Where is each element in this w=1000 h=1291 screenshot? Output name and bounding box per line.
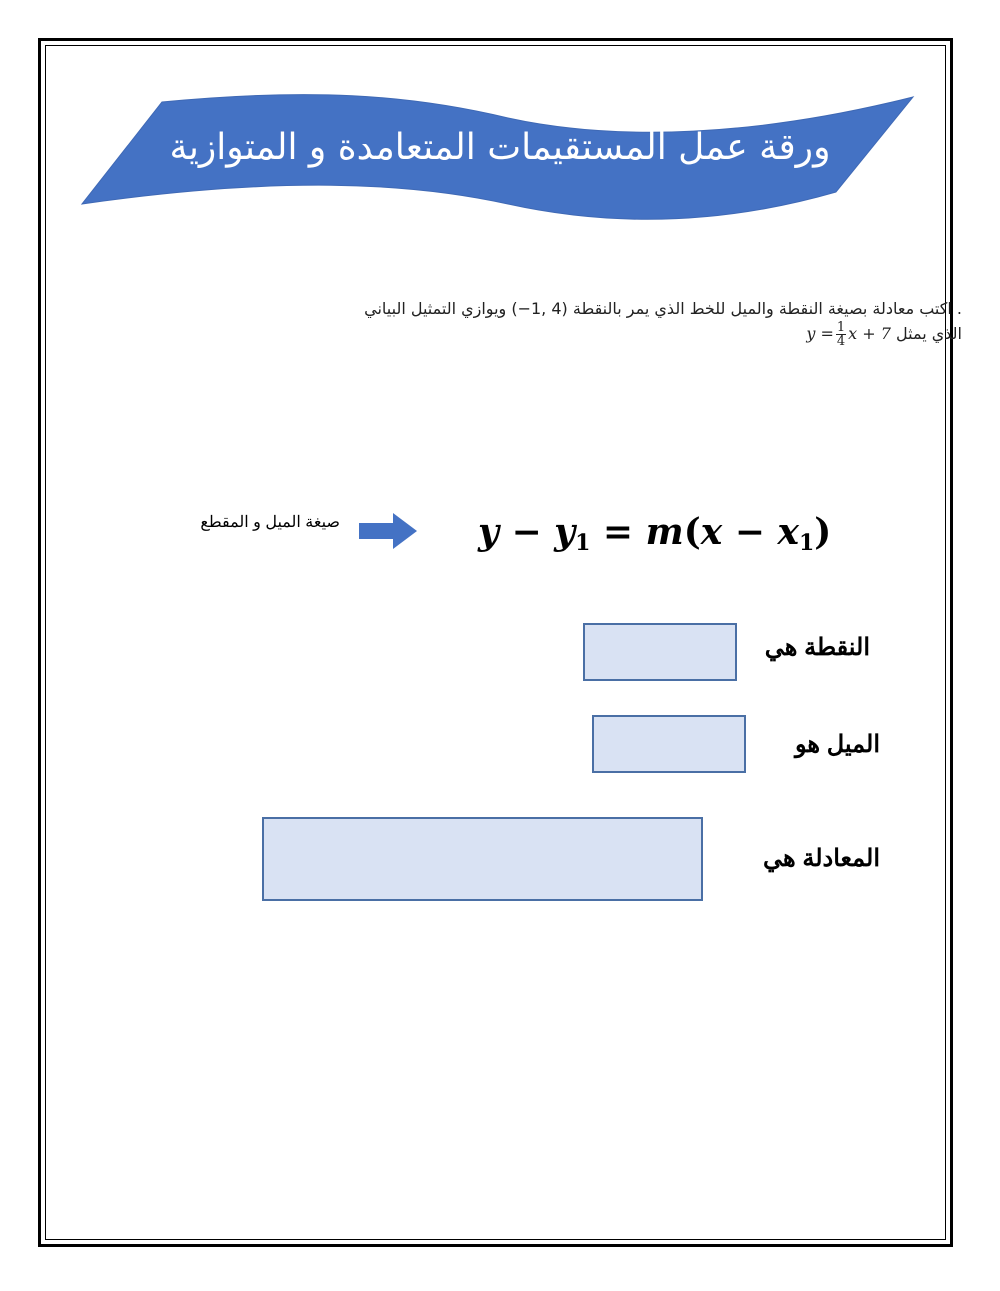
formula-subscript-2: 1 bbox=[798, 530, 815, 556]
formula-minus-2: − bbox=[722, 511, 778, 553]
equation-answer-box[interactable] bbox=[262, 817, 703, 901]
formula-m: m bbox=[645, 511, 684, 553]
formula-y1: y bbox=[554, 511, 576, 553]
equation-lhs: y = bbox=[806, 324, 834, 343]
question-text bbox=[140, 296, 962, 348]
slope-answer-box[interactable] bbox=[592, 715, 746, 773]
point-label: النقطة هي bbox=[764, 634, 870, 661]
question-line-2 bbox=[140, 321, 962, 348]
question-line-2-prefix: الذي يمثل bbox=[896, 324, 962, 343]
page-title: ورقة عمل المستقيمات المتعامدة و المتوازية bbox=[169, 127, 831, 168]
formula-equals: = bbox=[590, 511, 646, 553]
given-equation bbox=[806, 321, 891, 348]
equation-tail: x + 7 bbox=[848, 324, 891, 343]
fraction-numerator: 1 bbox=[836, 320, 846, 335]
formula-label: صيغة الميل و المقطع bbox=[200, 514, 340, 531]
point-slope-formula bbox=[478, 502, 858, 562]
formula-subscript-1: 1 bbox=[575, 530, 591, 556]
equation-fraction bbox=[836, 321, 846, 348]
equation-label: المعادلة هي bbox=[763, 845, 880, 872]
formula-x1: x bbox=[777, 511, 799, 553]
fraction-denominator: 4 bbox=[836, 334, 846, 349]
formula-open-paren: ( bbox=[683, 511, 701, 553]
formula-x: x bbox=[700, 511, 723, 553]
formula-close-paren: ) bbox=[814, 511, 832, 553]
slope-label: الميل هو bbox=[795, 731, 880, 758]
formula-minus-1: − bbox=[498, 511, 555, 553]
right-arrow-icon bbox=[357, 512, 419, 550]
formula-y: y bbox=[478, 511, 499, 553]
point-answer-box[interactable] bbox=[583, 623, 737, 681]
question-line-1: . اكتب معادلة بصيغة النقطة والميل للخط الذي يمر بالنقطة (4 ,1−) ويوازي التمثيل البياني bbox=[364, 299, 962, 318]
